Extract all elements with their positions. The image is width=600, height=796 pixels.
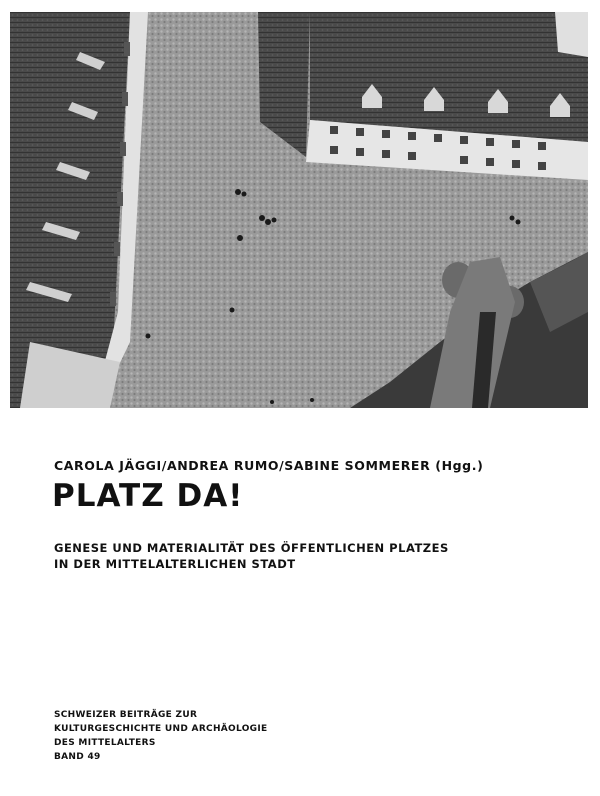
series-info xyxy=(54,708,267,764)
editors-line: CAROLA JÄGGI/ANDREA RUMO/SABINE SOMMERER (Hgg.) xyxy=(54,458,484,473)
series-volume: BAND 49 xyxy=(54,752,101,762)
subtitle-line: IN DER MITTELALTERLICHEN STADT xyxy=(54,557,296,571)
series-line: DES MITTELALTERS xyxy=(54,738,156,748)
series-line: SCHWEIZER BEITRÄGE ZUR xyxy=(54,710,198,720)
aerial-square-photo-icon xyxy=(10,12,588,408)
cover-photo xyxy=(10,12,588,408)
series-line: KULTURGESCHICHTE UND ARCHÄOLOGIE xyxy=(54,724,268,734)
subtitle-line: GENESE UND MATERIALITÄT DES ÖFFENTLICHEN PLATZES xyxy=(54,541,449,555)
book-title: PLATZ DA! xyxy=(52,478,244,514)
book-subtitle xyxy=(54,540,449,572)
